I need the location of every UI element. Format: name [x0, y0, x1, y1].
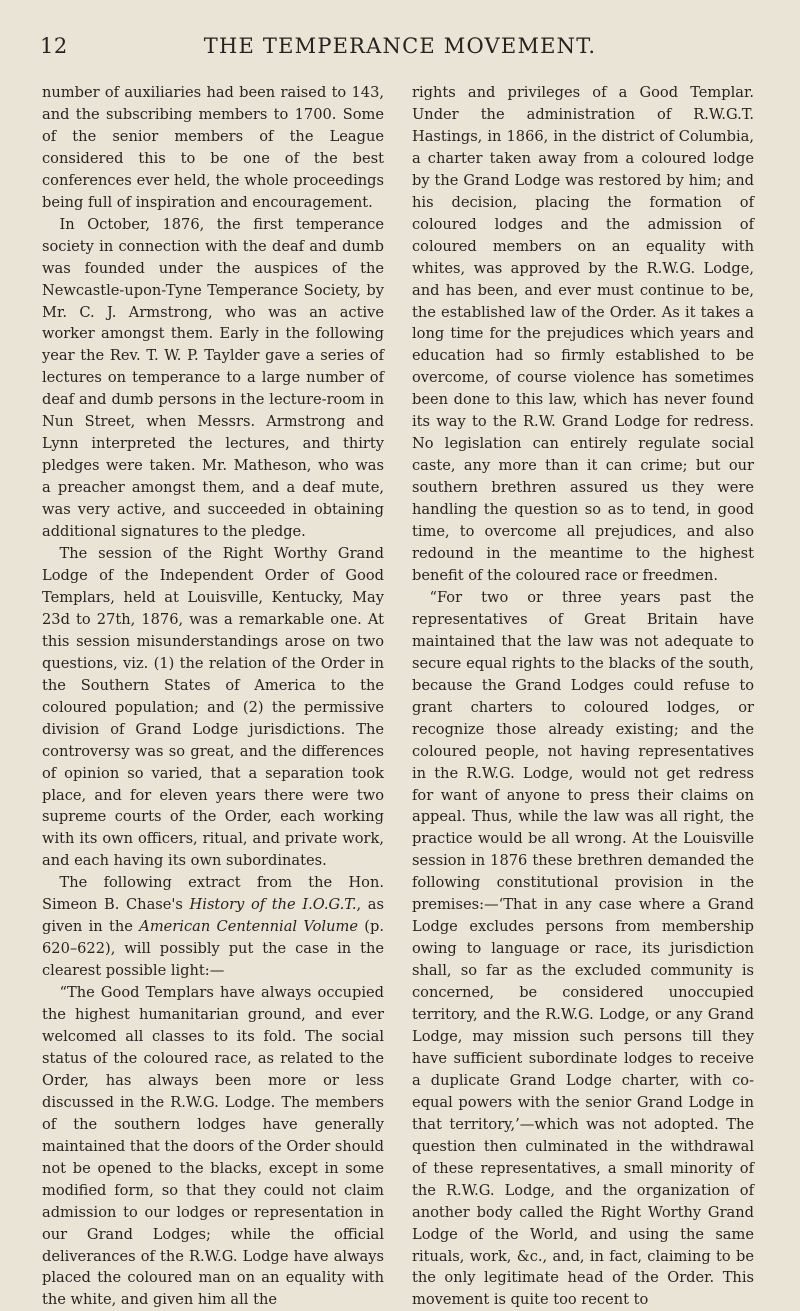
running-head: THE TEMPERANCE MOVEMENT.: [203, 34, 597, 58]
volume-title: American Centennial Volume: [139, 918, 358, 936]
paragraph: The session of the Right Worthy Grand Lodge of the Independent Order of Good Templars, held at Louisville, Kentucky, May 23d to 27th, 1876, was a remarkable one. At this session misunderstandings arose on two questions, viz. (1) the relation of the Order in the Southern States of America to the coloured population; and (2) the permissive division of Grand Lodge jurisdictions. The controversy was so great, and the differences of opinion so varied, that a separation took place, and for eleven years there were two supreme courts of the Order, each working with its own officers, ritual, and private work, and each having its own subordinates.: [42, 545, 384, 870]
paragraph-quotation: “The Good Templars have always occupied the highest humanitarian ground, and ever welcomed all classes to its fold. The social status of the coloured race, as related to the Order, has always been more or less discussed in the R.W.G. Lodge. The members of the southern lodges have generally maintained that the doors of the Order should not be opened to the blacks, except in some modified form, so that they could not claim admission to our lodges or representation in our Grand Lodges; while the official deliverances of the R.W.G. Lodge have always placed the coloured man on an equality with the white, and given him all the: [42, 984, 384, 1309]
book-title: History of the I.O.G.T.: [189, 896, 357, 914]
text-run: (p. 620–622), will possibly put the case in the clearest possible light:—: [42, 918, 384, 980]
paragraph-citation: [42, 872, 384, 982]
left-column: [42, 82, 384, 1311]
paragraph: rights and privileges of a Good Templar. Under the administration of R.W.G.T. Hastings, in 1866, in the district of Columbia, a charter taken away from a coloured lodge by the Grand Lodge was restored by him; and his decision, placing the formation of coloured lodges and the admission of coloured members on an equality with whites, was approved by the R.W.G. Lodge, and has been, and ever must continue to be, the established law of the Order. As it takes a long time for the prejudices which years and education had so firmly established to be overcome, of course violence has sometimes been done to this law, which has never found its way to the R.W. Grand Lodge for redress. No legislation can entirely regulate social caste, any more than it can crime; but our southern brethren assured us they were handling the question so as to tend, in good time, to overcome all prejudices, and also redound in the meantime to the highest benefit of the coloured race or freedmen.: [412, 84, 754, 584]
page-number: 12: [40, 34, 68, 58]
paragraph: In October, 1876, the first temperance society in connection with the deaf and dumb was founded under the auspices of the Newcastle-upon-Tyne Temperance Society, by Mr. C. J. Armstrong, who was an active worker amongst them. Early in the following year the Rev. T. W. P. Taylder gave a series of lectures on temperance to a large number of deaf and dumb persons in the lecture-room in Nun Street, when Messrs. Armstrong and Lynn interpreted the lectures, and thirty pledges were taken. Mr. Matheson, who was a preacher amongst them, and a deaf mute, was very active, and succeeded in obtaining additional signatures to the pledge.: [42, 215, 384, 541]
paragraph: number of auxiliaries had been raised to 143, and the subscribing members to 1700. Some of the senior members of the League considered this to be one of the best conferences ever held, the whole proceedings being full of inspiration and encouragement.: [42, 84, 384, 211]
right-column: [412, 82, 754, 1311]
text-run: The following extract from the Hon. Simeon B. Chase's: [42, 874, 384, 914]
paragraph-quotation: “For two or three years past the representatives of Great Britain have maintained that the law was not adequate to secure equal rights to the blacks of the south, because the Grand Lodges could refuse to grant charters to coloured lodges, or recognize those already existing; and the coloured people, not having representatives in the R.W.G. Lodge, would not get redress for want of anyone to press their claims on appeal. Thus, while the law was all right, the practice would be all wrong. At the Louisville session in 1876 these brethren demanded the following constitutional provision in the premises:—‘That in any case where a Grand Lodge excludes persons from membership owing to language or race, its jurisdiction shall, so far as the excluded community is concerned, be considered unoccupied territory, and the R.W.G. Lodge, or any Grand Lodge, may mission such persons till they have sufficient subordinate lodges to receive a duplicate Grand Lodge charter, with co-equal powers with the senior Grand Lodge in that territory,’—which was not adopted. The question then culminated in the withdrawal of these representatives, a small minority of the R.W.G. Lodge, and the organization of another body called the Right Worthy Grand Lodge of the World, and using the same rituals, work, &c., and, in fact, claiming to be the only legitimate head of the Order. This movement is quite too recent to: [412, 588, 754, 1309]
text-run: , as given in the: [42, 896, 384, 936]
